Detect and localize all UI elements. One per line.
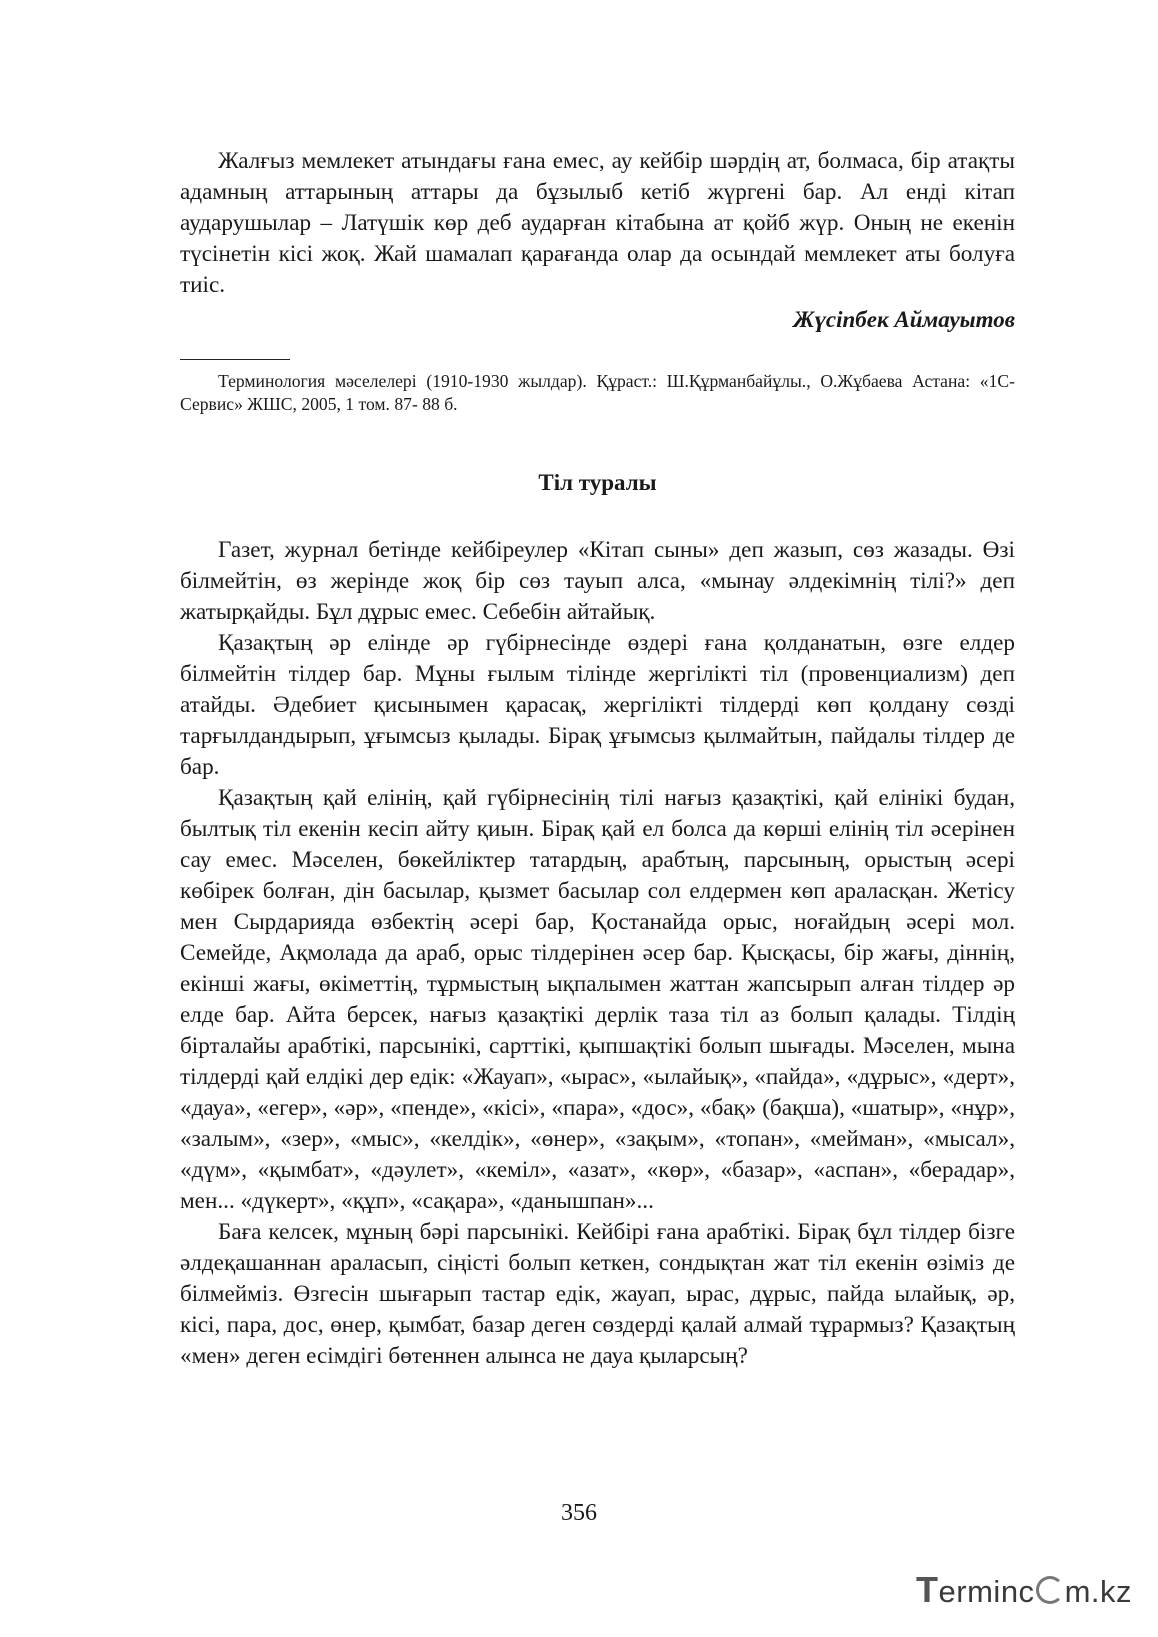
- article-body: [180, 535, 1015, 1372]
- article-paragraph: Газет, журнал бетінде кейбіреулер «Кітап сыны» деп жазып, сөз жазады. Өзі білмейтін, өз жерінде жоқ бір сөз тауып алса, «мынау әлдекімнің тілі?» деп жатырқайды. Бұл дұрыс емес. Себебін айтайық.: [180, 537, 1015, 625]
- article-paragraph: Қазақтың әр елінде әр гүбірнесінде өздері ғана қолданатын, өзге елдер білмейтін тілдер бар. Мұны ғылым тілінде жергілікті тіл (провенциализм) деп атайды. Әдебиет қисынымен қарасақ, жергілікті тілдерді көп қолдану сөзді тарғылдандырып, ұғымсыз қылады. Бірақ ұғымсыз қылмайтын, пайдалы тілдер де бар.: [180, 630, 1015, 780]
- footnote-divider: [180, 359, 290, 360]
- intro-paragraph: Жалғыз мемлекет атындағы ғана емес, ау кейбір шәрдің ат, болмаса, бір атақты адамның аттарының аттары да бұзылыб кетіб жүргені бар. Ал енді кітап аударушылар – Латүшік көр деб аударған кітабына ат қойб жүр. Оның не екенін түсінетін кісі жоқ. Жай шамалап қарағанда олар да осындай мемлекет аты болуға тиіс.: [180, 148, 1015, 298]
- article-paragraph: Қазақтың қай елінің, қай гүбірнесінің тілі нағыз қазақтікі, қай елінікі будан, былтық тіл екенін кесіп айту қиын. Бірақ қай ел болса да көрші елінің тіл әсерінен сау емес. Мәселен, бөкейліктер татардың, арабтың, парсының, орыстың әсері көбірек болған, дін басылар, қызмет басылар сол елдермен көп араласқан. Жетісу мен Сырдарияда өзбектің әсері бар, Қостанайда орыс, ноғайдың әсері мол. Семейде, Ақмолада да араб, орыс тілдерінен әсер бар. Қысқасы, бір жағы, діннің, екінші жағы, өкіметтің, тұрмыстың ықпалымен жаттан жапсырып алған тілдер әр елде бар. Айта берсек, нағыз қазақтікі дерлік таза тіл аз болып қалады. Тілдің бірталайы арабтікі, парсынікі, сарттікі, қыпшақтікі болып шығады. Мәселен, мына тілдерді қай елдікі дер едік: «Жауап», «ырас», «ылайық», «пайда», «дұрыс», «дерт», «дауа», «егер», «әр», «пенде», «кісі», «пара», «дос», «бақ» (бақша), «шатыр», «нұр», «залым», «зер», «мыс», «келдік», «өнер», «зақым», «топан», «мейман», «мысал», «дүм», «қымбат», «дәулет», «кеміл», «азат», «көр», «базар», «аспан», «берадар», мен... «дүкерт», «құп», «сақара», «данышпан»...: [180, 785, 1015, 1214]
- author-signature: Жүсіпбек Аймауытов: [793, 307, 1015, 332]
- termincom-watermark-logo: [916, 1569, 1132, 1611]
- footnote: Терминология мәселелері (1910-1930 жылдар). Құраст.: Ш.Құрманбайұлы., О.Жұбаева Астана: «1С-Сервис» ЖШС, 2005, 1 том. 87- 88 б.: [180, 371, 1015, 414]
- watermark-o-icon: [1036, 1576, 1064, 1604]
- watermark-suffix: m.kz: [1064, 1574, 1132, 1609]
- watermark-middle: erminc: [938, 1574, 1035, 1609]
- watermark-prefix: T: [916, 1569, 939, 1610]
- page-content: [180, 146, 1015, 1372]
- section-title: Тіл туралы: [538, 470, 657, 495]
- article-paragraph: Баға келсек, мұның бәрі парсынікі. Кейбірі ғана арабтікі. Бірақ бұл тілдер бізге әлдеқашаннан араласып, сіңісті болып кеткен, сондықтан жат тіл екенін өзіміз де білмейміз. Өзгесін шығарып тастар едік, жауап, ырас, дұрыс, пайда ылайық, әр, кісі, пара, дос, өнер, қымбат, базар деген сөздерді қалай алмай тұрармыз? Қазақтың «мен» деген есімдігі бөтеннен алынса не дауа қыларсың?: [180, 1219, 1015, 1369]
- page-number: 356: [561, 1500, 597, 1526]
